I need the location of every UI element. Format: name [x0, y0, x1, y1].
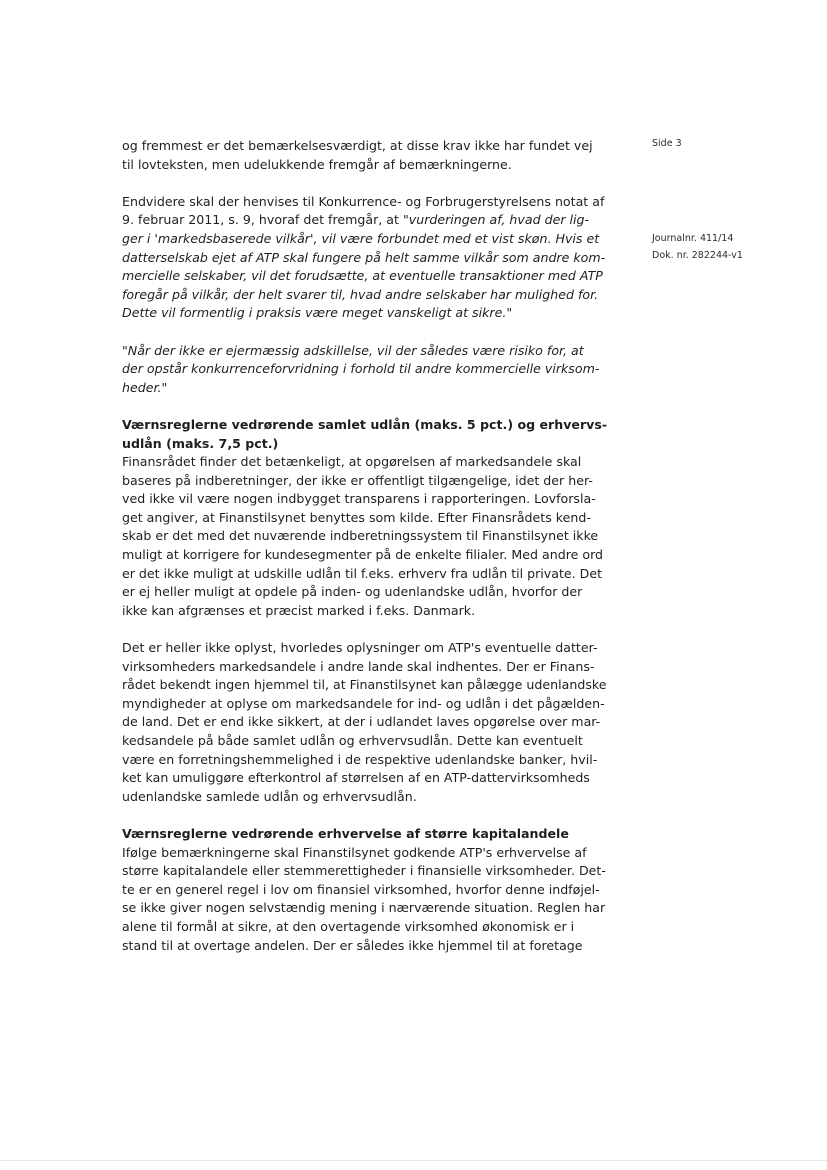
sidebar-references: [652, 231, 743, 264]
paragraph-line: Det er heller ikke oplyst, hvorledes oplysninger om ATP's eventuelle datter-: [122, 640, 598, 656]
paragraph-line: [122, 211, 617, 230]
paragraph-line: ikke kan afgrænses et præcist marked i f.eks. Danmark.: [122, 602, 476, 618]
paragraph-line: se ikke giver nogen selvstændig mening i nærværende situation. Reglen har: [122, 900, 606, 916]
quote-run: ger i 'markedsbaserede vilkår', vil være forbundet med et vist skøn. Hvis et: [122, 230, 600, 246]
paragraph-line: Ifølge bemærkningerne skal Finanstilsynet godkende ATP's erhvervelse af: [122, 844, 587, 860]
quote-line: [122, 379, 617, 398]
paragraph-line: udenlandske samlede udlån og erhvervsudlån.: [122, 788, 417, 804]
paragraph-line: og fremmest er det bemærkelsesværdigt, at disse krav ikke har fundet vej: [122, 138, 593, 153]
section-heading: udlån (maks. 7,5 pct.): [122, 435, 279, 451]
quote-run: foregår på vilkår, der helt svarer til, hvad andre selskaber har mulighed for.: [122, 286, 599, 302]
page-edge-divider: [0, 1160, 827, 1161]
quote-line: [122, 286, 617, 305]
quote-run: "vurderingen af, hvad der lig-: [402, 212, 590, 228]
sidebar-page-number: [652, 136, 682, 153]
paragraph-line: myndigheder at oplyse om markedsandele for ind- og udlån i det pågælden-: [122, 695, 605, 711]
section-heading: Værnsreglerne vedrørende samlet udlån (maks. 5 pct.) og erhvervs-: [122, 416, 608, 432]
section-heading: Værnsreglerne vedrørende erhvervelse af større kapitalandele: [122, 825, 569, 841]
paragraph-line: muligt at korrigere for kundesegmenter på de enkelte filialer. Med andre ord: [122, 547, 604, 563]
paragraph-line: være en forretningshemmelighed i de respektive udenlandske banker, hvil-: [122, 751, 598, 767]
quote-run: mercielle selskaber, vil det forudsætte, at eventuelle transaktioner med ATP: [122, 268, 603, 284]
paragraph-line: get angiver, at Finanstilsynet benyttes som kilde. Efter Finansrådets kend-: [122, 509, 591, 525]
journal-number: Journalnr. 411/14: [652, 233, 734, 244]
paragraph-line: større kapitalandele eller stemmerettigheder i finansielle virksomheder. Det-: [122, 863, 606, 879]
paragraph-line: te er en generel regel i lov om finansiel virksomhed, hvorfor denne indføjel-: [122, 881, 600, 897]
paragraph-line: alene til formål at sikre, at den overtagende virksomhed økonomisk er i: [122, 918, 575, 934]
quote-run: "Når der ikke er ejermæssig adskillelse, vil der således være risiko for, at: [122, 342, 584, 358]
paragraph-line: Finansrådet finder det betænkeligt, at opgørelsen af markedsandele skal: [122, 454, 582, 470]
paragraph-line: er det ikke muligt at udskille udlån til f.eks. erhverv fra udlån til private. Det: [122, 565, 603, 581]
quote-line: [122, 249, 617, 268]
quote-run: datterselskab ejet af ATP skal fungere på helt samme vilkår som andre kom-: [122, 249, 606, 265]
paragraph-line: rådet bekendt ingen hjemmel til, at Finanstilsynet kan pålægge udenlandske: [122, 677, 607, 693]
quote-line: [122, 304, 617, 323]
paragraph-line: er ej heller muligt at opdele på inden- og udenlandske udlån, hvorfor der: [122, 584, 583, 600]
quote-run: der opstår konkurrenceforvridning i forhold til andre kommercielle virksom-: [122, 361, 600, 377]
paragraph-line: skab er det med det nuværende indberetningssystem til Finanstilsynet ikke: [122, 528, 599, 544]
paragraph-line: Endvidere skal der henvises til Konkurrence- og Forbrugerstyrelsens notat af: [122, 193, 605, 209]
paragraph-line: ket kan umuliggøre efterkontrol af størrelsen af en ATP-dattervirksomheds: [122, 770, 590, 786]
paragraph-line: virksomheders markedsandele i andre lande skal indhentes. Der er Finans-: [122, 658, 595, 674]
quote-line: [122, 267, 617, 286]
text-run: 9. februar 2011, s. 9, hvoraf det fremgår, at: [122, 212, 403, 228]
paragraph-line: ved ikke vil være nogen indbygget transparens i rapporteringen. Lovforsla-: [122, 491, 596, 507]
paragraph-line: baseres på indberetninger, der ikke er offentligt tilgængelige, idet der her-: [122, 472, 593, 488]
quote-line: [122, 342, 617, 361]
paragraph-line: til lovteksten, men udelukkende fremgår af bemærkningerne.: [122, 156, 512, 172]
document-number: Dok. nr. 282244-v1: [652, 249, 743, 261]
quote-run: heder.": [122, 379, 168, 395]
quote-line: [122, 360, 617, 379]
paragraph-line: de land. Det er end ikke sikkert, at der i udlandet laves opgørelse over mar-: [122, 714, 601, 730]
page-label: Side 3: [652, 138, 682, 149]
quote-run: Dette vil formentlig i praksis være meget vanskeligt at sikre.": [122, 305, 513, 321]
quote-line: [122, 230, 617, 249]
main-text: [122, 137, 617, 955]
paragraph-line: stand til at overtage andelen. Der er således ikke hjemmel til at foretage: [122, 937, 583, 953]
paragraph-line: kedsandele på både samlet udlån og erhvervsudlån. Dette kan eventuelt: [122, 733, 583, 748]
